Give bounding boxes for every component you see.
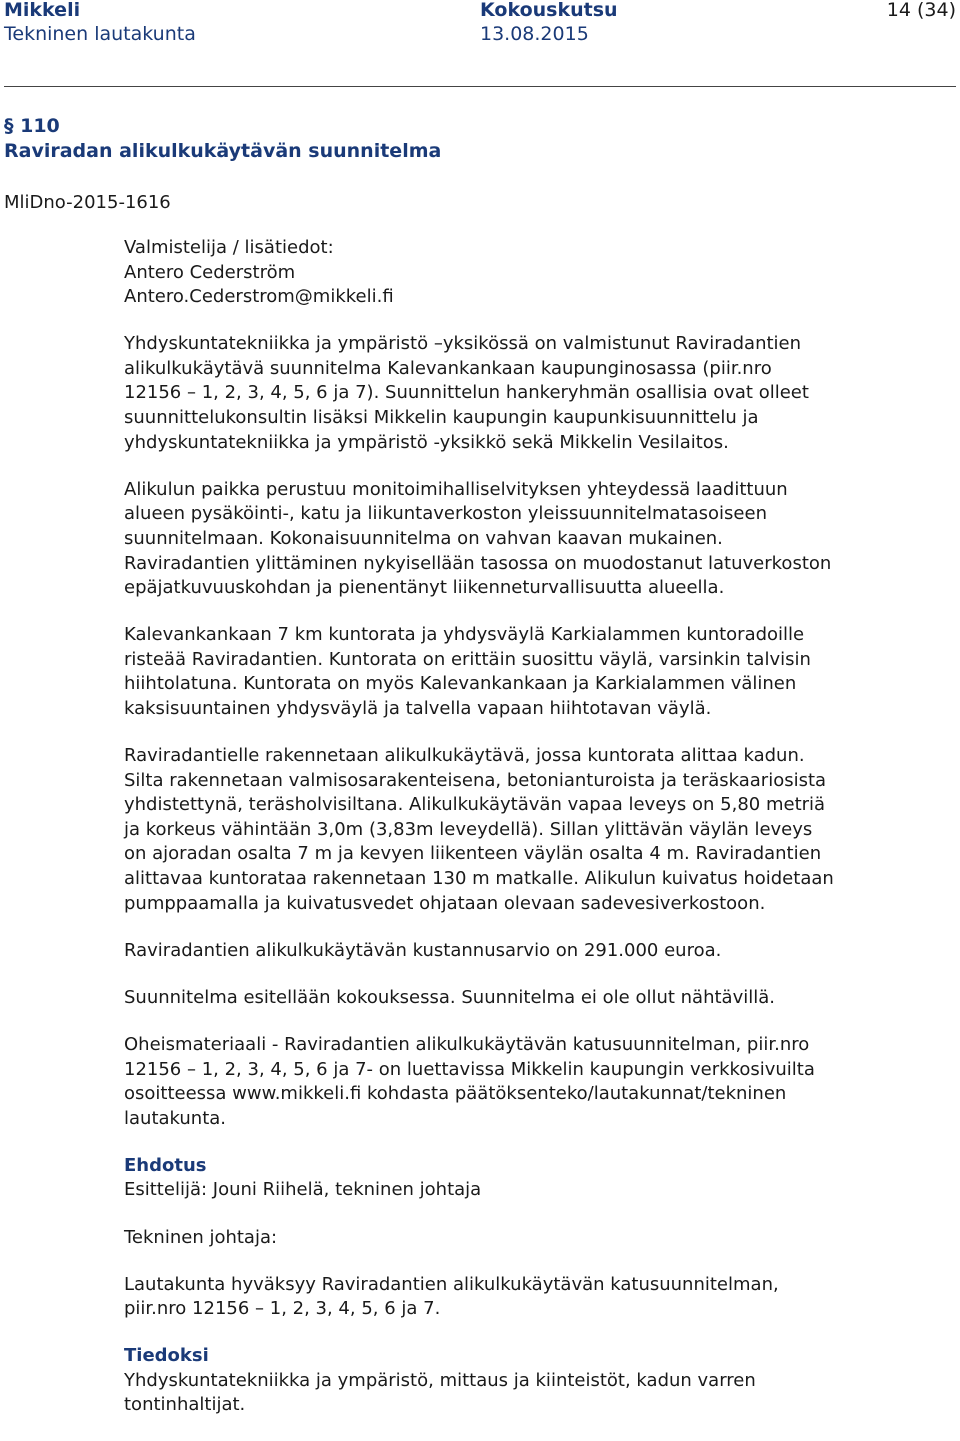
- text-line: alikulkukäytävä suunnitelma Kalevankankaan kaupunginosassa (piir.nro: [124, 357, 772, 379]
- text-line: Silta rakennetaan valmisosarakenteisena, betonianturoista ja teräskaariosista: [124, 769, 827, 791]
- document-type: Kokouskutsu: [480, 0, 618, 21]
- text-line: alueen pysäköinti-, katu ja liikuntaverkoston yleissuunnitelmatasoiseen: [124, 503, 767, 525]
- paragraph-construction: [124, 744, 904, 916]
- text-line: yhdistettynä, teräsholvisiltana. Alikulkukäytävän vapaa leveys on 5,80 metriä: [124, 794, 826, 816]
- preparer-label: Valmistelija / lisätiedot:: [124, 237, 334, 258]
- text-line: piir.nro 12156 – 1, 2, 3, 4, 5, 6 ja 7.: [124, 1298, 441, 1320]
- text-line: kaksisuuntainen yhdysväylä ja talvella vapaan hiihtotavan väylä.: [124, 698, 712, 719]
- info-heading: Tiedoksi: [124, 1345, 209, 1367]
- page-header: [0, 0, 960, 90]
- meeting-date: 13.08.2015: [480, 23, 589, 45]
- header-divider: [4, 86, 956, 87]
- director-block: [124, 1226, 904, 1251]
- text-line: Yhdyskuntatekniikka ja ympäristö –yksikössä on valmistunut Raviradantien: [124, 333, 802, 355]
- text-line: osoitteessa www.mikkeli.fi kohdasta päätöksenteko/lautakunnat/tekninen: [124, 1083, 787, 1105]
- text-line: 12156 – 1, 2, 3, 4, 5, 6 ja 7). Suunnittelun hankeryhmän osallisia ovat olleet: [124, 382, 809, 404]
- board-name: Tekninen lautakunta: [4, 23, 196, 45]
- paragraph-attachments: [124, 1033, 904, 1131]
- text-line: Suunnitelma esitellään kokouksessa. Suunnitelma ei ole ollut nähtävillä.: [124, 986, 775, 1008]
- diary-number: MliDno-2015-1616: [4, 192, 171, 213]
- text-line: Kalevankankaan 7 km kuntorata ja yhdysväylä Karkialammen kuntoradoille: [124, 624, 805, 646]
- text-line: Raviradantien ylittäminen nykyisellään tasossa on muodostanut latuverkoston: [124, 552, 832, 574]
- text-line: Alikulun paikka perustuu monitoimihalliselvityksen yhteydessä laadittuun: [124, 478, 788, 500]
- text-line: Oheismateriaali - Raviradantien alikulkukäytävän katusuunnitelman, piir.nro: [124, 1033, 810, 1055]
- info-block: [124, 1344, 904, 1418]
- text-line: alittavaa kuntorataa rakennetaan 130 m matkalle. Alikulun kuivatus hoidetaan: [124, 868, 834, 890]
- text-line: on ajoradan osalta 7 m ja kevyen liikenteen väylän osalta 4 m. Raviradantien: [124, 843, 822, 865]
- text-line: Raviradantielle rakennetaan alikulkukäytävä, jossa kuntorata alittaa kadun.: [124, 745, 805, 767]
- text-line: pumppaamalla ja kuivatusvedet ohjataan olevaan sadevesiverkostoon.: [124, 892, 766, 914]
- text-line: Raviradantien alikulkukäytävän kustannusarvio on 291.000 euroa.: [124, 939, 722, 961]
- paragraph-fitness-track: [124, 623, 904, 721]
- text-line: Lautakunta hyväksyy Raviradantien alikulkukäytävän katusuunnitelman,: [124, 1273, 779, 1295]
- text-line: 12156 – 1, 2, 3, 4, 5, 6 ja 7- on luettavissa Mikkelin kaupungin verkkosivuilta: [124, 1058, 815, 1080]
- paragraph-plan-completed: [124, 332, 904, 455]
- director-label: Tekninen johtaja:: [124, 1226, 278, 1248]
- text-line: yhdyskuntatekniikka ja ympäristö -yksikkö sekä Mikkelin Vesilaitos.: [124, 431, 729, 453]
- preparer-email: Antero.Cederstrom@mikkeli.fi: [124, 286, 394, 308]
- document-body: [124, 236, 904, 1441]
- section-number: § 110: [4, 115, 60, 137]
- text-line: hiihtolatuna. Kuntorata on myös Kalevankankaan ja Karkialammen välinen: [124, 673, 797, 695]
- decision-block: [124, 1273, 904, 1322]
- text-line: tontinhaltijat.: [124, 1394, 246, 1416]
- text-line: ja korkeus vähintään 3,0m (3,83m leveydellä). Sillan ylittävän väylän leveys: [124, 818, 813, 840]
- text-line: risteää Raviradantien. Kuntorata on erittäin suosittu väylä, varsinkin talvisin: [124, 648, 811, 670]
- preparer-name: Antero Cederström: [124, 261, 296, 283]
- preparer-block: [124, 236, 904, 310]
- text-line: epäjatkuvuuskohdan ja pienentänyt liikenneturvallisuutta alueella.: [124, 577, 725, 599]
- text-line: suunnittelukonsultin lisäksi Mikkelin kaupungin kaupunkisuunnittelu ja: [124, 407, 759, 429]
- paragraph-cost-estimate: [124, 939, 904, 964]
- text-line: lautakunta.: [124, 1107, 227, 1129]
- proposal-block: [124, 1154, 904, 1203]
- proposal-heading: Ehdotus: [124, 1154, 207, 1176]
- presenter-line: Esittelijä: Jouni Riihelä, tekninen johtaja: [124, 1179, 482, 1201]
- organization-name: Mikkeli: [4, 0, 81, 21]
- section-title: Raviradan alikulkukäytävän suunnitelma: [4, 140, 442, 162]
- text-line: suunnitelmaan. Kokonaisuunnitelma on vahvan kaavan mukainen.: [124, 527, 723, 549]
- paragraph-location-basis: [124, 478, 904, 601]
- page-number: 14 (34): [886, 0, 956, 21]
- text-line: Yhdyskuntatekniikka ja ympäristö, mittaus ja kiinteistöt, kadun varren: [124, 1369, 756, 1391]
- paragraph-presentation: [124, 986, 904, 1011]
